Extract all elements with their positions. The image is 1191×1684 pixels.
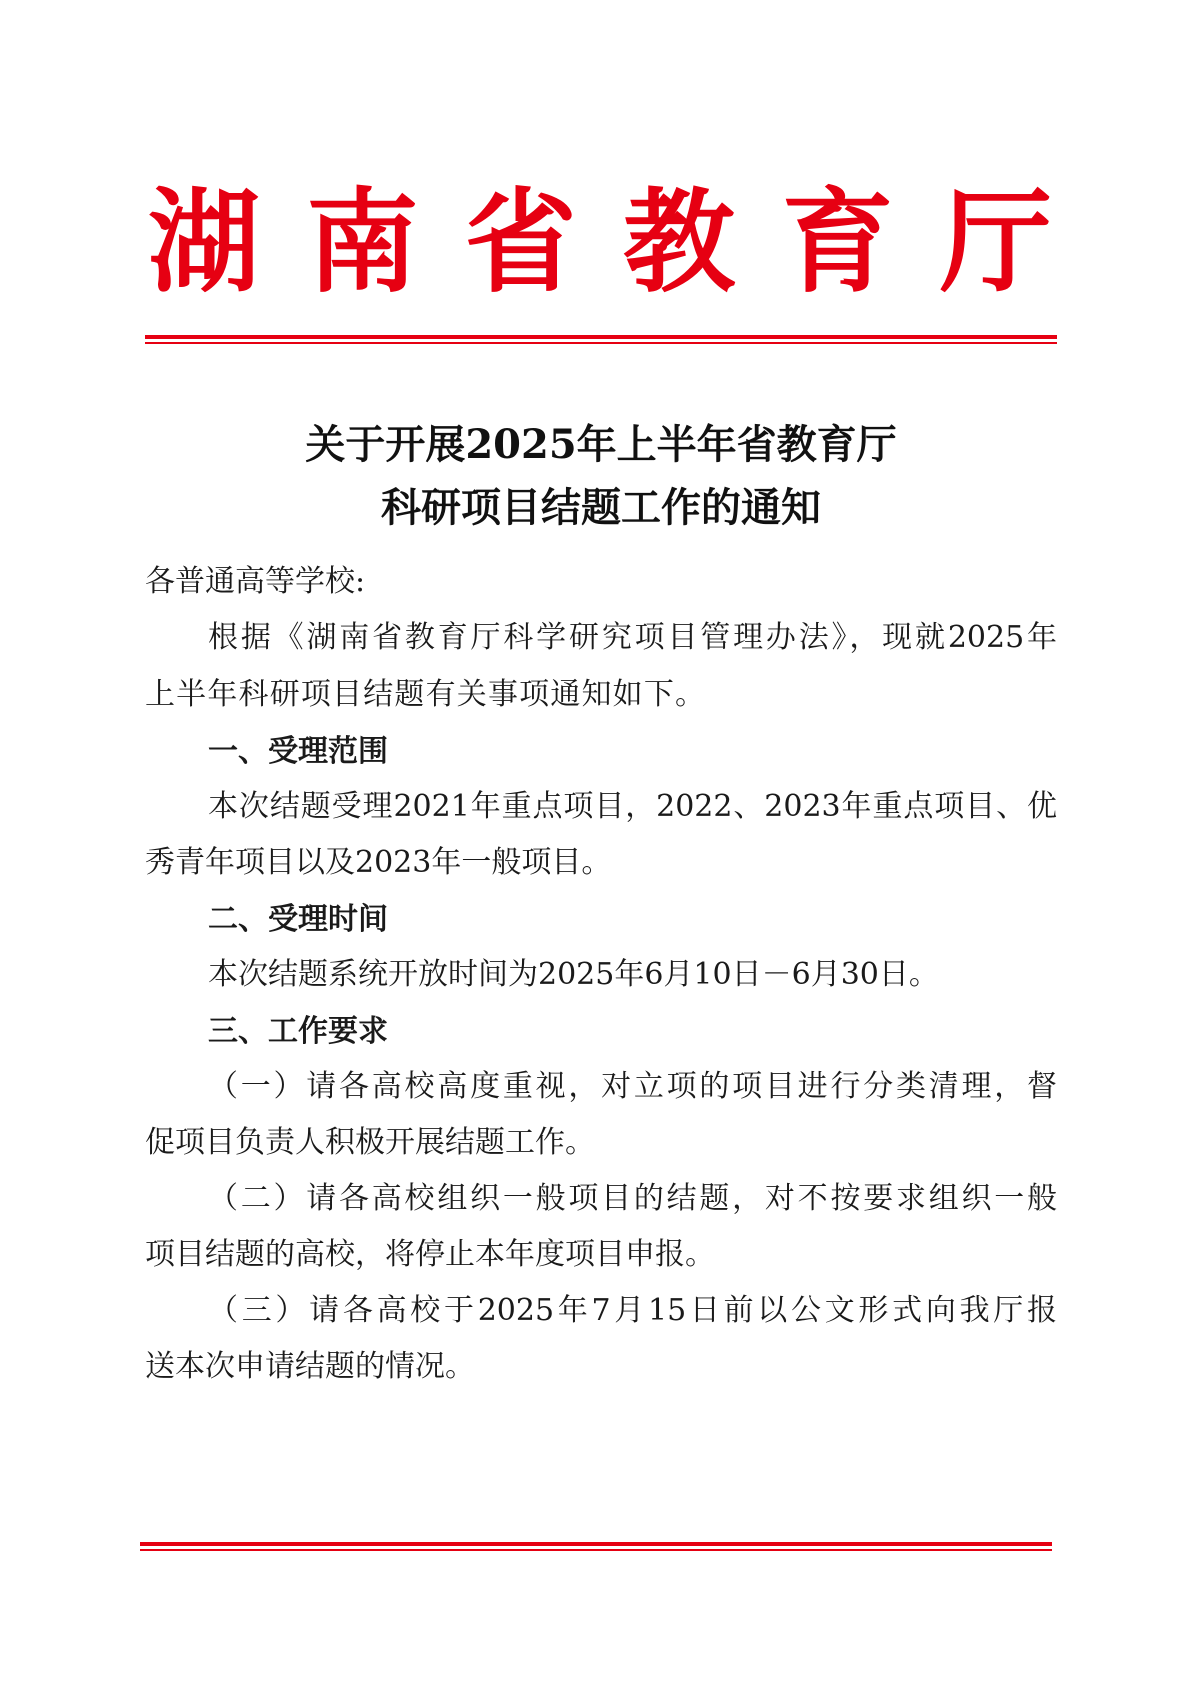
- time-line-1: 本次结题系统开放时间为2025年6月10日－6月30日。: [208, 957, 939, 992]
- document-title-line-2: 科研项目结题工作的通知: [381, 484, 821, 531]
- letterhead-char: 湖: [148, 177, 260, 308]
- letterhead-char: 育: [781, 177, 894, 308]
- letterhead-char: 厅: [939, 177, 1052, 308]
- scope-line-1: 本次结题受理2021年重点项目，2022、2023年重点项目、优: [208, 789, 1057, 824]
- letterhead-char: 省: [464, 177, 577, 308]
- requirement-3-line-1: （三）请各高校于2025年7月15日前以公文形式向我厅报: [208, 1293, 1057, 1328]
- letterhead-char: 教: [623, 177, 736, 308]
- requirement-3-line-2: 送本次申请结题的情况。: [145, 1349, 475, 1384]
- letterhead-divider: [145, 335, 1057, 344]
- letterhead-char: 南: [306, 177, 419, 308]
- requirement-1-line-1: （一）请各高校高度重视，对立项的项目进行分类清理，督: [208, 1069, 1057, 1104]
- footer-divider: [140, 1542, 1052, 1551]
- intro-line-1: 根据《湖南省教育厅科学研究项目管理办法》，现就2025年: [208, 620, 1057, 655]
- requirement-2-line-1: （二）请各高校组织一般项目的结题，对不按要求组织一般: [208, 1181, 1057, 1216]
- scope-line-2: 秀青年项目以及2023年一般项目。: [145, 845, 612, 880]
- salutation: 各普通高等学校:: [145, 564, 366, 599]
- letterhead-org-name: [145, 178, 1055, 308]
- section-heading-time: 二、受理时间: [208, 902, 388, 937]
- document-title-line-1: 关于开展2025年上半年省教育厅: [305, 421, 897, 468]
- intro-line-2: 上半年科研项目结题有关事项通知如下。: [145, 677, 705, 712]
- section-heading-scope: 一、受理范围: [208, 734, 388, 769]
- section-heading-requirements: 三、工作要求: [208, 1014, 388, 1049]
- requirement-1-line-2: 促项目负责人积极开展结题工作。: [145, 1125, 595, 1160]
- requirement-2-line-2: 项目结题的高校，将停止本年度项目申报。: [145, 1237, 715, 1272]
